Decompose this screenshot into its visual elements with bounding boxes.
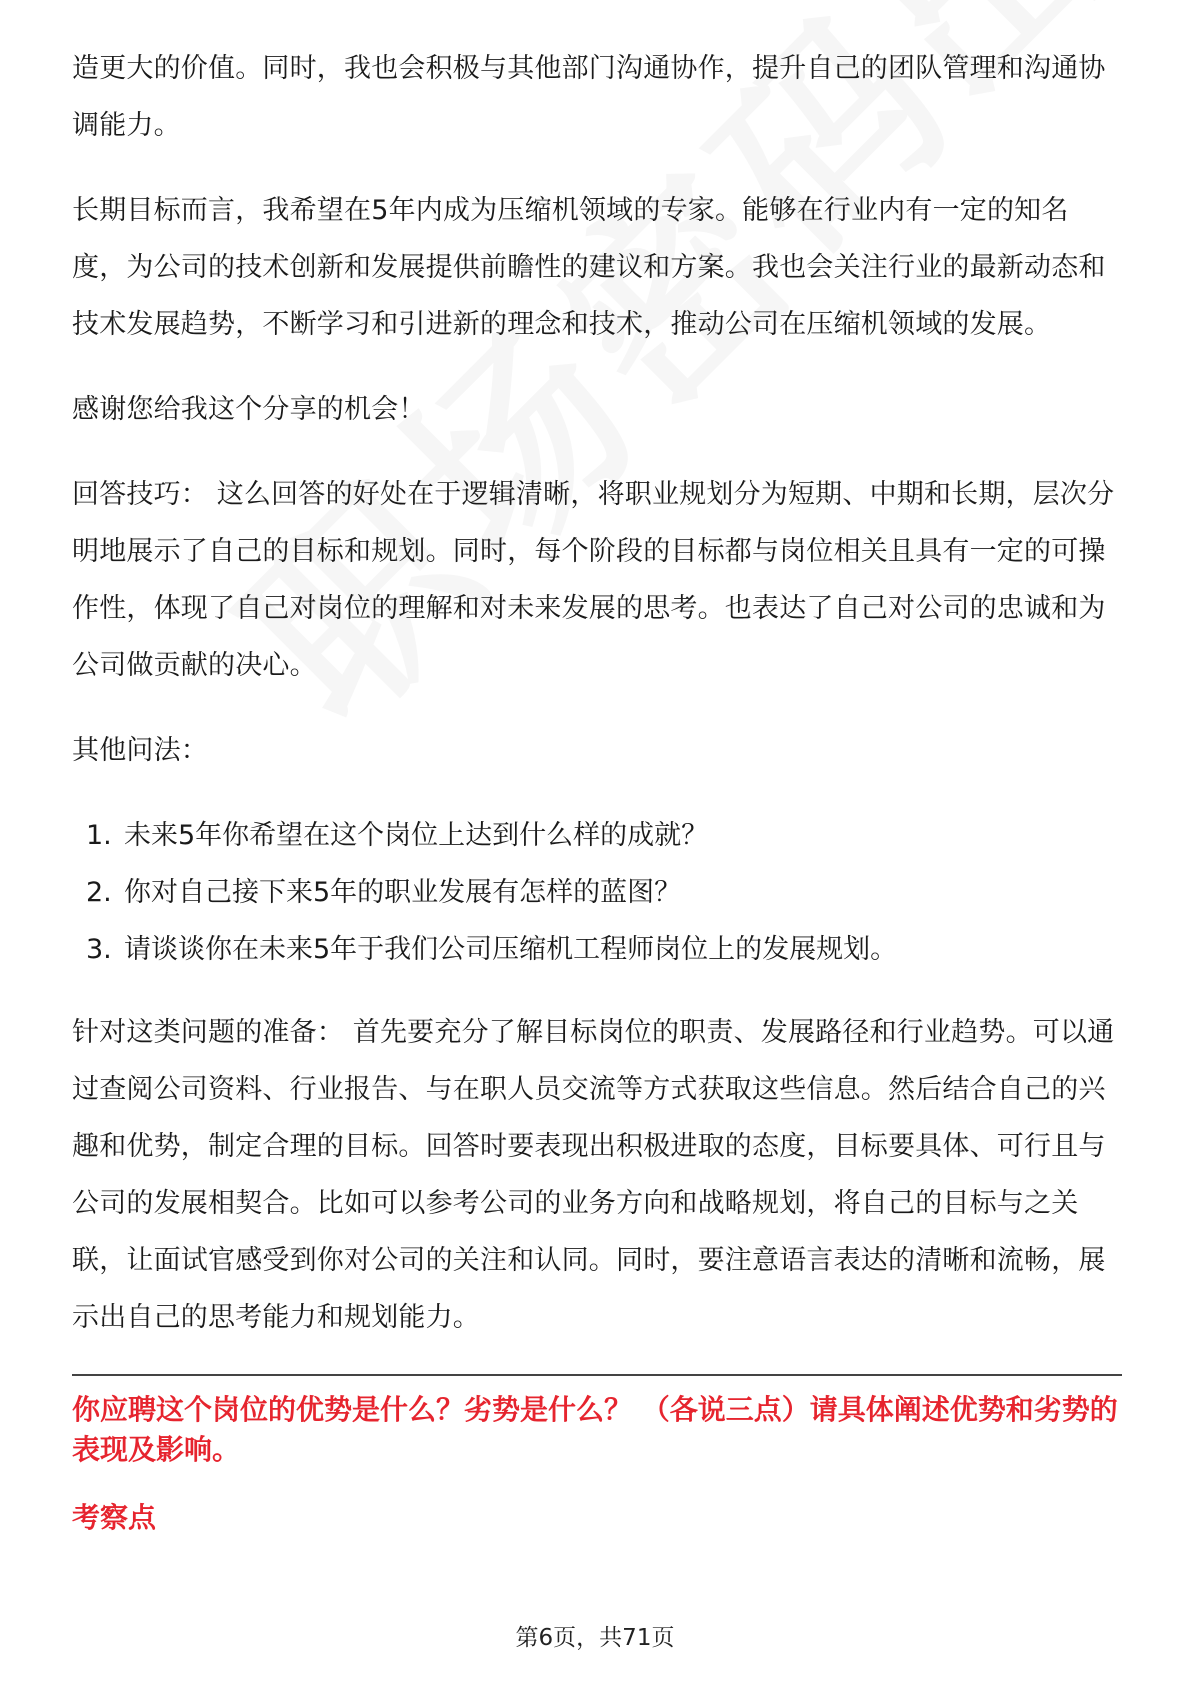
list-item-text: 你对自己接下来5年的职业发展有怎样的蓝图？	[124, 877, 682, 908]
list-item	[72, 807, 1122, 864]
section-label-examination-points: 考察点	[72, 1501, 157, 1534]
page-footer: 第6页，共71页	[515, 1625, 675, 1651]
list-item-number: 1.	[86, 820, 112, 851]
list-item-number: 2.	[86, 877, 112, 908]
next-question-title: 你应聘这个岗位的优势是什么？劣势是什么？ （各说三点）请具体阐述优势和劣势的表现及影响。	[72, 1393, 1118, 1466]
list-item-text: 未来5年你希望在这个岗位上达到什么样的成就？	[124, 820, 709, 851]
list-item	[72, 864, 1122, 921]
list-item-text: 请谈谈你在未来5年于我们公司压缩机工程师岗位上的发展规划。	[124, 934, 898, 965]
paragraph-continuation: 造更大的价值。同时，我也会积极与其他部门沟通协作，提升自己的团队管理和沟通协调能力。	[72, 53, 1106, 141]
paragraph-preparation: 针对这类问题的准备： 首先要充分了解目标岗位的职责、发展路径和行业趋势。可以通过查阅公司资料、行业报告、与在职人员交流等方式获取这些信息。然后结合自己的兴趣和优势，制定合理的目标。回答时要表现出积极进取的态度，目标要具体、可行且与公司的发展相契合。比如可以参考公司的业务方向和战略规划，将自己的目标与之关联，让面试官感受到你对公司的关注和认同。同时，要注意语言表达的清晰和流畅，展示出自己的思考能力和规划能力。	[72, 1017, 1115, 1333]
paragraph-other-questions-heading: 其他问法：	[72, 735, 208, 766]
paragraph-answer-tips: 回答技巧： 这么回答的好处在于逻辑清晰，将职业规划分为短期、中期和长期，层次分明地展示了自己的目标和规划。同时，每个阶段的目标都与岗位相关且具有一定的可操作性，体现了自己对岗位的理解和对未来发展的思考。也表达了自己对公司的忠诚和为公司做贡献的决心。	[72, 479, 1115, 681]
list-item	[72, 921, 1122, 978]
alternative-questions-list	[72, 807, 1122, 978]
section-divider	[72, 1374, 1122, 1376]
paragraph-thanks: 感谢您给我这个分享的机会！	[72, 394, 426, 425]
page-content	[72, 40, 1122, 1538]
paragraph-long-term-goal: 长期目标而言，我希望在5年内成为压缩机领域的专家。能够在行业内有一定的知名度，为公司的技术创新和发展提供前瞻性的建议和方案。我也会关注行业的最新动态和技术发展趋势，不断学习和引进新的理念和技术，推动公司在压缩机领域的发展。	[72, 195, 1106, 340]
list-item-number: 3.	[86, 934, 112, 965]
